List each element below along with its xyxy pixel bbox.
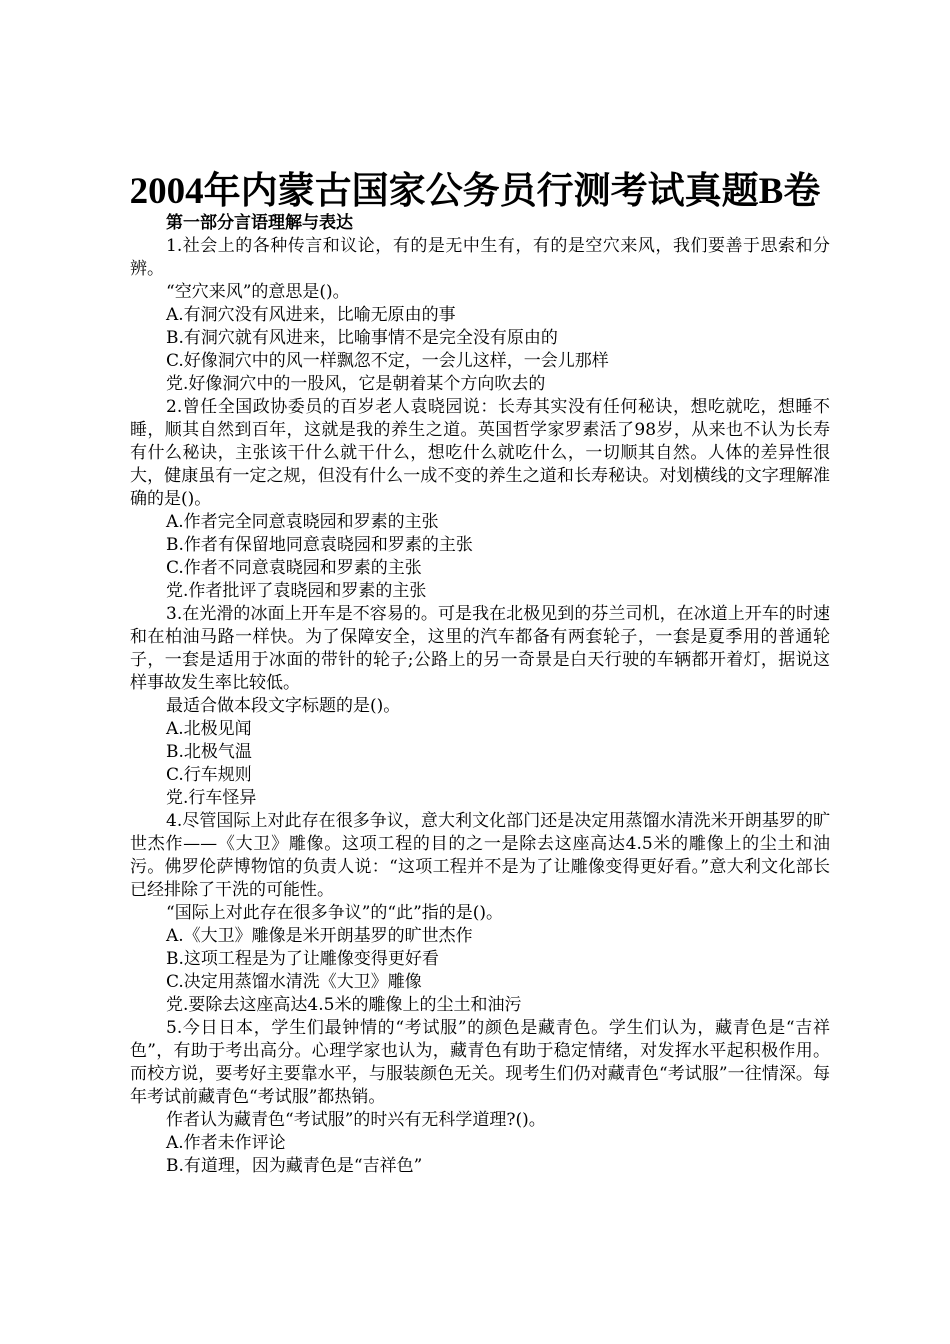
document-body [130, 212, 830, 1178]
question-2-option-a: A.作者完全同意袁晓园和罗素的主张 [166, 512, 439, 532]
question-5-prompt: 作者认为藏青色“考试服”的时兴有无科学道理?()。 [166, 1110, 546, 1130]
question-5-option-a: A.作者未作评论 [166, 1133, 286, 1153]
question-4-option-a: A.《大卫》雕像是米开朗基罗的旷世杰作 [166, 926, 473, 946]
question-4-option-d: 党.要除去这座高达4.5米的雕像上的尘土和油污 [166, 995, 522, 1015]
question-4-option-b: B.这项工程是为了让雕像变得更好看 [166, 949, 439, 969]
question-2-option-b: B.作者有保留地同意袁晓园和罗素的主张 [166, 535, 473, 555]
question-2-option-c: C.作者不同意袁晓园和罗素的主张 [166, 558, 422, 578]
section-heading: 第一部分言语理解与表达 [166, 213, 353, 233]
question-2-option-d: 党.作者批评了袁晓园和罗素的主张 [166, 581, 427, 601]
question-1-prompt: “空穴来风”的意思是()。 [166, 282, 350, 302]
question-3-prompt: 最适合做本段文字标题的是()。 [166, 696, 401, 716]
question-5-option-b: B.有道理，因为藏青色是“吉祥色” [166, 1156, 423, 1176]
question-1-option-b: B.有洞穴就有风进来，比喻事情不是完全没有原由的 [166, 328, 558, 348]
question-3-option-d: 党.行车怪异 [166, 788, 257, 808]
question-4-option-c: C.决定用蒸馏水清洗《大卫》雕像 [166, 972, 422, 992]
question-1-option-c: C.好像洞穴中的风一样飘忽不定，一会儿这样，一会儿那样 [166, 351, 609, 371]
question-1-stem: 1.社会上的各种传言和议论，有的是无中生有，有的是空穴来风，我们要善于思索和分辨。 [130, 236, 830, 279]
question-3-option-b: B.北极气温 [166, 742, 252, 762]
question-3-option-a: A.北极见闻 [166, 719, 252, 739]
question-5-stem: 5.今日日本，学生们最钟情的“考试服”的颜色是藏青色。学生们认为，藏青色是“吉祥色”，有助于考出高分。心理学家也认为，藏青色有助于稳定情绪，对发挥水平起积极作用。而校方说，要考好主要靠水平，与服装颜色无关。现考生们仍对藏青色“考试服”一往情深。每年考试前藏青色“考试服”都热销。 [130, 1018, 830, 1107]
question-3-option-c: C.行车规则 [166, 765, 252, 785]
question-4-stem: 4.尽管国际上对此存在很多争议，意大利文化部门还是决定用蒸馏水清洗米开朗基罗的旷世杰作——《大卫》雕像。这项工程的目的之一是除去这座高达4.5米的雕像上的尘土和油污。佛罗伦萨博物馆的负责人说：“这项工程并不是为了让雕像变得更好看。”意大利文化部长已经排除了干洗的可能性。 [130, 811, 830, 900]
question-1-option-d: 党.好像洞穴中的一股风，它是朝着某个方向吹去的 [166, 374, 546, 394]
question-1-option-a: A.有洞穴没有风进来，比喻无原由的事 [166, 305, 456, 325]
document-title: 2004年内蒙古国家公务员行测考试真题B卷 [129, 171, 821, 212]
question-2-stem: 2.曾任全国政协委员的百岁老人袁晓园说：长寿其实没有任何秘诀，想吃就吃，想睡不睡，顺其自然到百年，这就是我的养生之道。英国哲学家罗素活了98岁，从来也不认为长寿有什么秘诀，主张该干什么就干什么，想吃什么就吃什么，一切顺其自然。人体的差异性很大，健康虽有一定之规，但没有什么一成不变的养生之道和长寿秘诀。对划横线的文字理解准确的是()。 [130, 397, 830, 509]
question-4-prompt: “国际上对此存在很多争议”的“此”指的是()。 [166, 903, 504, 923]
question-3-stem: 3.在光滑的冰面上开车是不容易的。可是我在北极见到的芬兰司机，在冰道上开车的时速和在柏油马路一样快。为了保障安全，这里的汽车都备有两套轮子，一套是夏季用的普通轮子，一套是适用于冰面的带针的轮子;公路上的另一奇景是白天行驶的车辆都开着灯，据说这样事故发生率比较低。 [130, 604, 830, 693]
